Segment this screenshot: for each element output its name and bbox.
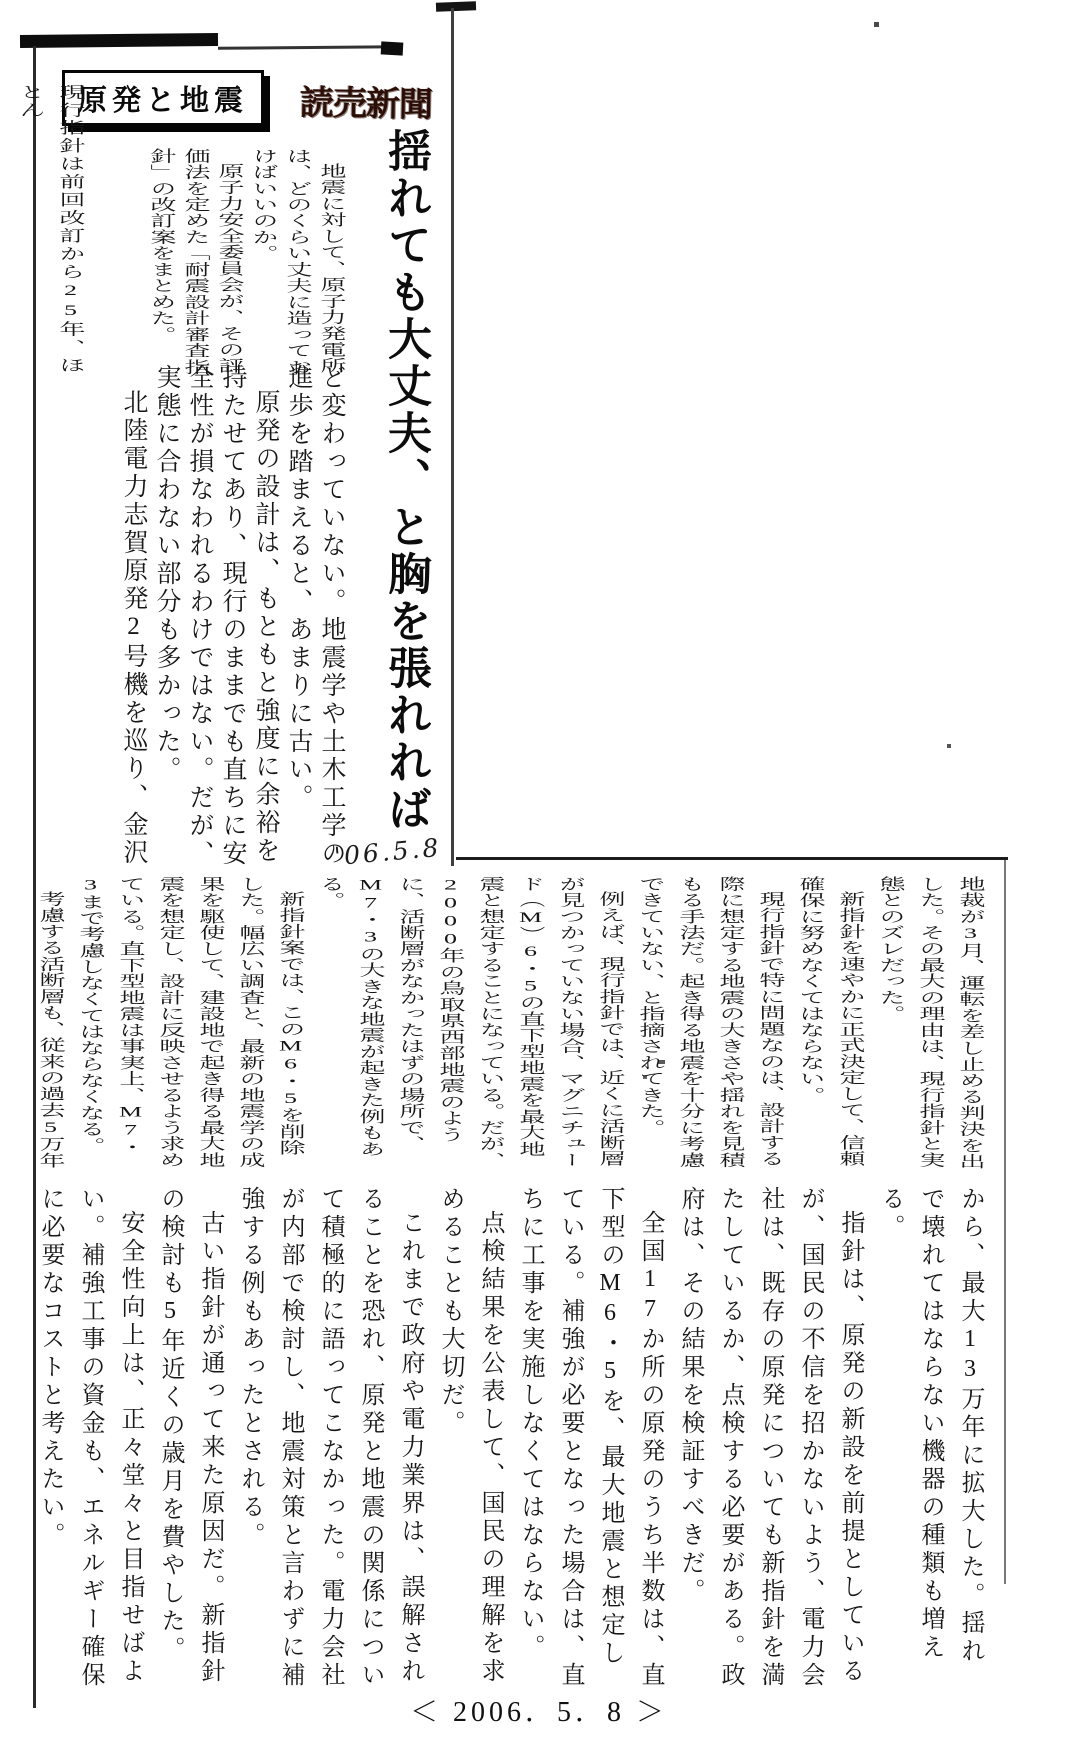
series-label: 原発と地震 [77,84,248,117]
handwritten-date: '06.5.8 [333,832,443,872]
series-label-box [62,70,264,126]
scan-top-line [218,45,394,50]
paragraph: 新指針を速やかに正式決定して、信頼確保に努めなくてはならない。 [796,876,865,1168]
article-top-left-column [16,84,90,393]
article-bottom-lower-band [37,1186,990,1692]
paragraph: 考慮する活断層も、従来の過去5万年 [36,891,65,1169]
paragraph: ど変わっていない。地震学や土木工学の進歩を踏まえると、あまりに古い。 [285,364,345,868]
page-fold-line [451,8,454,866]
paragraph: 現行指針は前回改訂から25年、ほとん [16,84,85,376]
article-top-upper-band [136,148,348,375]
paragraph: 原発の設計は、もともと強度に余裕を持たせてあり、現行のままでも直ちに安全性が損なわれるわけではない。だが、実態に合わない部分も多かった。 [153,364,279,868]
paragraph: 点検結果を公表して、国民の理解を求めることも大切だ。 [437,1186,503,1686]
paragraph: から、最大13万年に拡大した。揺れで壊れてはならない機器の種類も増える。 [877,1186,983,1666]
footer-date: ＜ 2006．5．8 ＞ [409,1697,668,1728]
headline: 揺れても大丈夫、と胸を張れれば [381,128,430,833]
paragraph: 現行指針で特に問題なのは、設計する際に想定する地震の大きさや揺れを見積もる手法だ。起き得る地震を十分に考慮できていない、と指摘されてきた。 [636,876,785,1169]
paragraph: 原子力安全委員会が、その評価法を定めた「耐震設計審査指針」の改訂案をまとめた。 [147,148,244,376]
scan-fold-cap [436,1,476,11]
paragraph: 地裁が3月、運転を差し止める判決を出した。その最大の理由は、現行指針と実態とのズレだった。 [876,876,985,1171]
lower-block-right-border [1004,860,1006,1584]
paragraph: 例えば、現行指針では、近くに活断層が見つかっていない場合、マグニチュード（M）6・5の直下型地震を最大地震と想定することになっている。だが、2000年の鳥取県西部地震のように、活断層がなかったはずの場所で、M7・3の大きな地震が起きた例もある。 [316,876,625,1169]
paragraph: 指針は、原発の新設を前提としているが、国民の不信を招かないよう、電力会社は、既存の原発についても新指針を満たしているか、点検する必要がある。政府は、その結果を検証すべきだ。 [677,1186,863,1690]
paragraph: 古い指針が通って来た原因だ。新指針の検討も5年近くの歳月を費やした。 [157,1186,223,1686]
scan-speck [947,744,951,748]
lower-block-top-border [456,857,1008,860]
scan-top-bar [20,33,218,48]
scan-speck [874,22,879,27]
paragraph: これまで政府や電力業界は、誤解されることを恐れ、原発と地震の関係について積極的に語ってこなかった。電力会社が内部で検討し、地震対策と言わずに補強する例もあったとされる。 [237,1186,423,1690]
paragraph: 新指針案では、このM6・5を削除した。幅広い調査と、最新の地震学の成果を駆使して、建設地で起き得る最大地震を想定し、設計に反映させるよう求めている。直下型地震は事実上、M7・3まで考慮しなくてはならなくなる。 [76,876,305,1169]
paragraph: 全国17か所の原発のうち半数は、直下型のM6・5を、最大地震と想定している。補強が必要となった場合は、直ちに工事を実施しなくてはならない。 [517,1186,663,1690]
paragraph: 北陸電力志賀原発2号機を巡り、金沢 [120,389,147,867]
paragraph: 安全性向上は、正々堂々と目指せばよい。補強工事の資金も、エネルギー確保に必要なコストと考えたい。 [37,1186,143,1690]
article-top-lower-band [56,364,348,874]
article-bottom-upper-band [36,876,990,1171]
paragraph: 地震に対して、原子力発電所は、どのくらい丈夫に造っておけばいいのか。 [249,148,346,376]
newspaper-stamp: 読売新聞 [299,84,433,125]
scan-ink-blob [381,41,404,55]
